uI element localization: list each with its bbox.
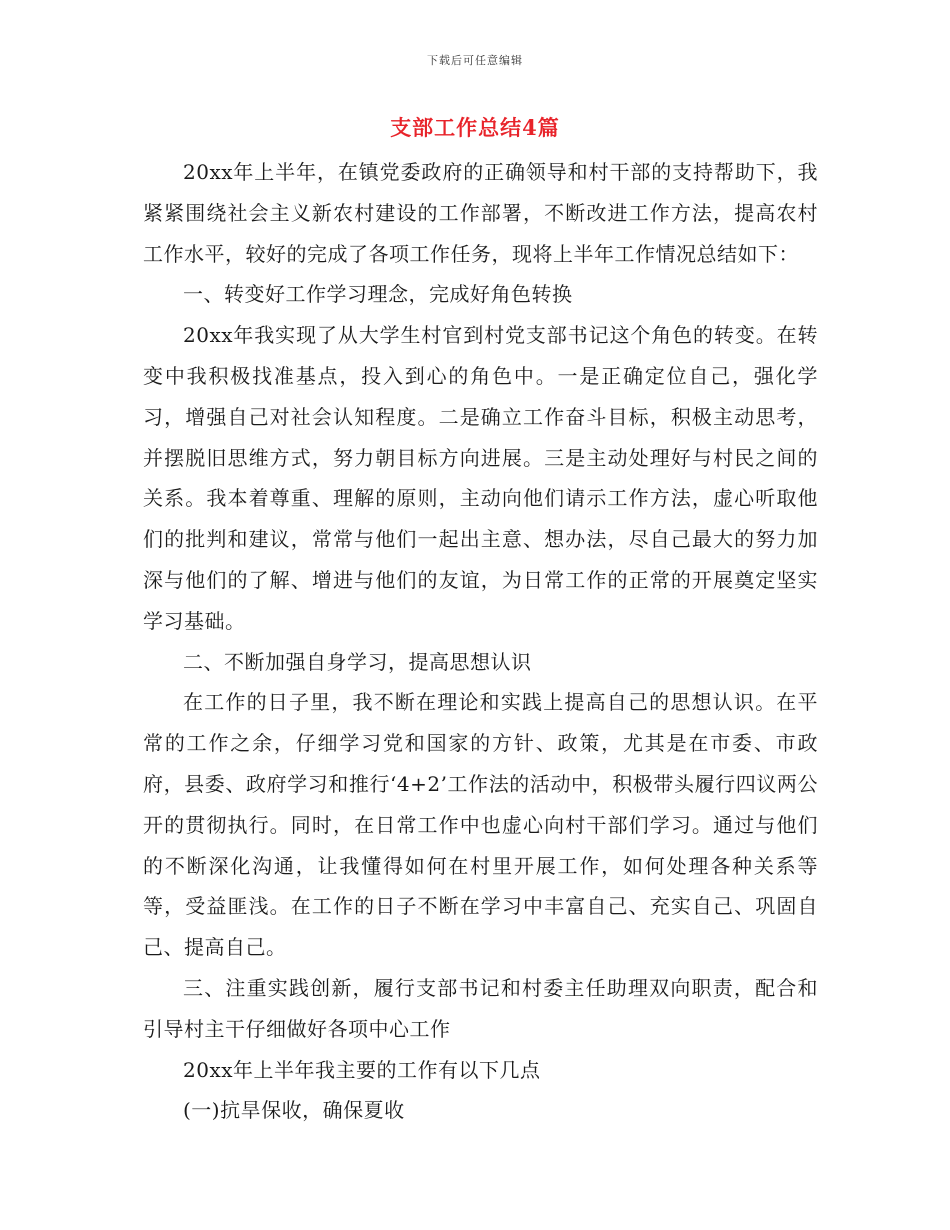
section-heading-1: 一、转变好工作学习理念，完成好角色转换 <box>183 282 573 307</box>
section-heading-3: 三、注重实践创新，履行支部书记和村委主任助理双向职责，配合和引导村主干仔细做好各项中心工作 <box>143 975 818 1041</box>
header-note: 下载后可任意编辑 <box>427 54 523 67</box>
paragraph-section-1: 20xx年我实现了从大学生村官到村党支部书记这个角色的转变。在转变中我积极找准基点，投入到心的角色中。一是正确定位自己，强化学习，增强自己对社会认知程度。二是确立工作奋斗目标，积极主动思考，并摆脱旧思维方式，努力朝目标方向进展。三是主动处理好与村民之间的关系。我本着尊重、理解的原则，主动向他们请示工作方法，虚心听取他们的批判和建议，常常与他们一起出主意、想办法，尽自己最大的努力加深与他们的了解、增进与他们的友谊，为日常工作的正常的开展奠定坚实学习基础。 <box>143 323 818 633</box>
document-title: 支部工作总结4篇 <box>390 115 560 140</box>
subsection-heading-1: (一)抗旱保收，确保夏收 <box>183 1098 405 1123</box>
document-body <box>143 152 818 1131</box>
paragraph-section-3-intro: 20xx年上半年我主要的工作有以下几点 <box>183 1057 541 1082</box>
paragraph-section-2: 在工作的日子里，我不断在理论和实践上提高自己的思想认识。在平常的工作之余，仔细学习党和国家的方针、政策，尤其是在市委、市政府，县委、政府学习和推行‘4+2’工作法的活动中，积极带头履行四议两公开的贯彻执行。同时，在日常工作中也虚心向村干部们学习。通过与他们的不断深化沟通，让我懂得如何在村里开展工作，如何处理各种关系等等，受益匪浅。在工作的日子不断在学习中丰富自己、充实自己、巩固自己、提高自己。 <box>143 690 818 960</box>
paragraph-intro: 20xx年上半年，在镇党委政府的正确领导和村干部的支持帮助下，我紧紧围绕社会主义新农村建设的工作部署，不断改进工作方法，提高农村工作水平，较好的完成了各项工作任务，现将上半年工作情况总结如下： <box>143 160 818 266</box>
section-heading-2: 二、不断加强自身学习，提高思想认识 <box>183 649 532 674</box>
